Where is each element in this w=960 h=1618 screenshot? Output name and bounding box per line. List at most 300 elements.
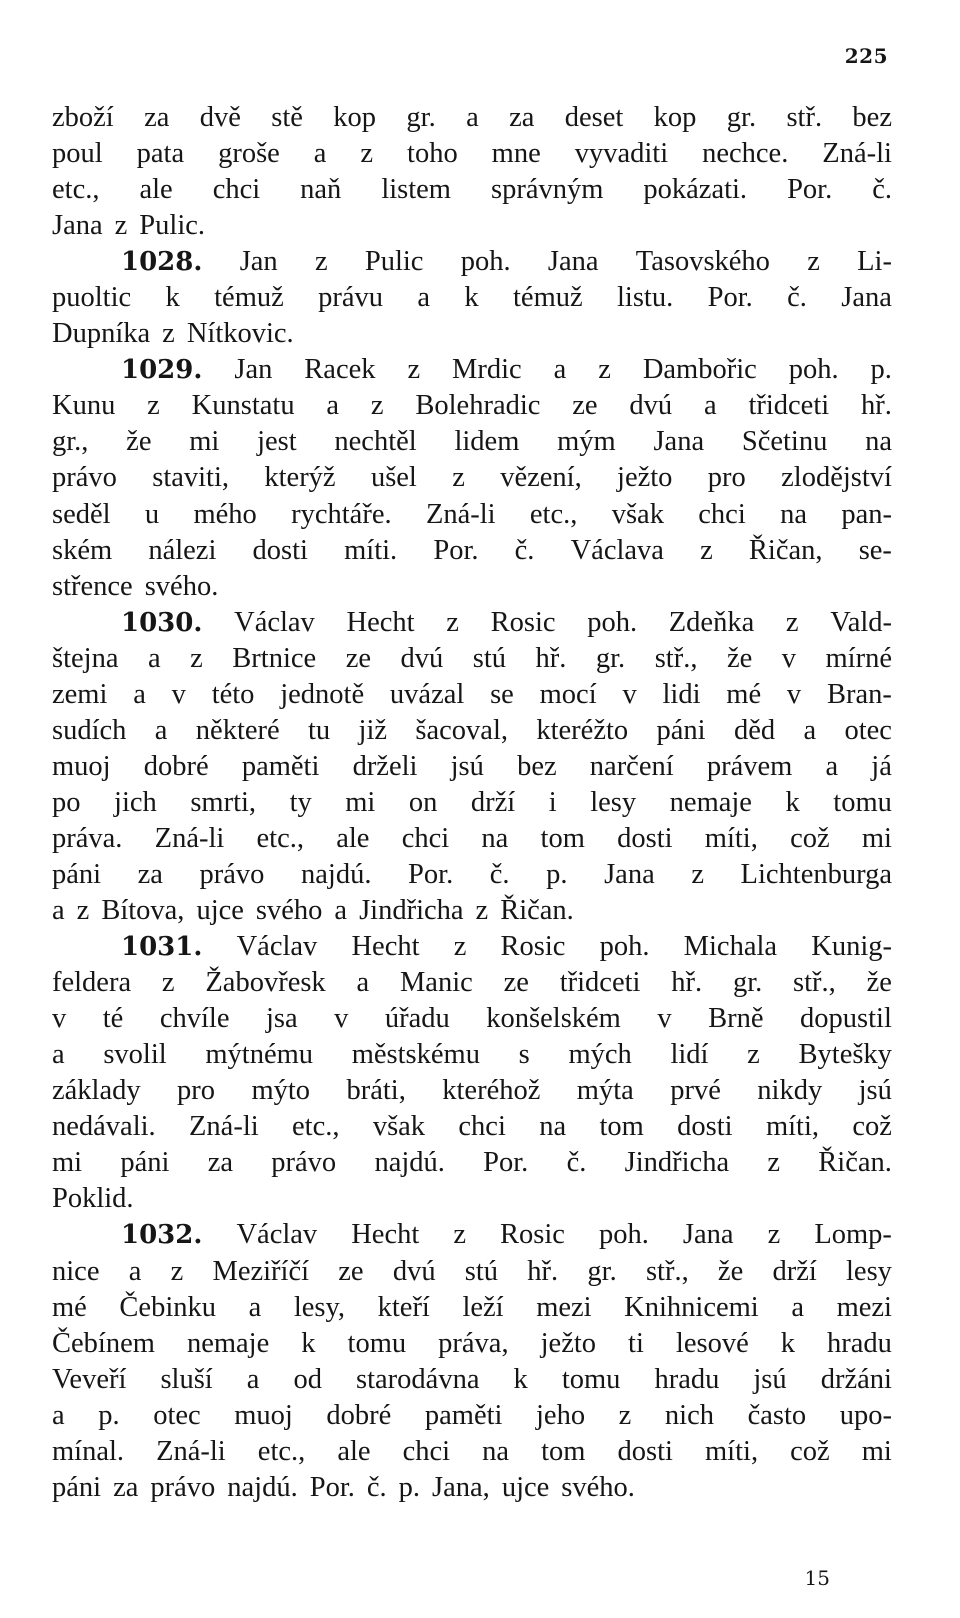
word: Kunig-	[811, 931, 892, 963]
word: témuž	[214, 282, 284, 314]
word: staviti,	[152, 462, 230, 494]
word: z	[453, 931, 467, 963]
word: nedávali.	[52, 1111, 156, 1143]
word: tom	[541, 1435, 586, 1467]
word: Dupníka	[52, 318, 151, 350]
word: pro	[177, 1075, 216, 1107]
word: otec	[153, 1399, 201, 1431]
word: jednotě	[280, 678, 365, 710]
word: děd	[733, 714, 776, 746]
word: naň	[300, 174, 342, 206]
word: ty	[289, 786, 312, 818]
word: mírné	[825, 642, 892, 674]
text-line	[52, 785, 892, 821]
text-line	[52, 533, 892, 569]
word: dosti	[677, 1111, 733, 1143]
word: stř.	[786, 102, 823, 133]
word: lesy	[590, 786, 637, 818]
word: Pulic.	[139, 210, 206, 242]
word: Bran-	[826, 678, 892, 710]
word: chci	[698, 498, 746, 530]
word: bez	[517, 750, 557, 782]
continuation-paragraph	[52, 100, 892, 244]
word: i	[548, 786, 557, 818]
word: on	[408, 786, 438, 818]
word: z	[691, 858, 704, 890]
word: Sčetinu	[741, 426, 828, 458]
word: jeho	[536, 1399, 586, 1431]
word: Por.	[483, 1147, 529, 1179]
word: Kunstatu	[191, 390, 295, 422]
word: konšelském	[486, 1003, 621, 1035]
word: poh.	[460, 246, 511, 278]
text-line	[52, 821, 892, 857]
word: jsú	[450, 750, 484, 782]
word: dopustil	[800, 1003, 892, 1035]
word: drží	[470, 786, 516, 818]
word: míti.	[344, 534, 398, 566]
word: že	[717, 1255, 744, 1287]
word: a	[128, 1255, 142, 1287]
text-line	[52, 316, 892, 352]
word: v	[334, 1003, 349, 1035]
word: Brně	[708, 1003, 764, 1035]
word: Meziříčí	[212, 1255, 310, 1287]
word: z	[452, 462, 465, 494]
word: Jana	[841, 282, 892, 314]
word: na	[780, 498, 807, 530]
word: muoj	[234, 1399, 293, 1431]
word: ale	[337, 1435, 371, 1467]
word: p.	[870, 354, 892, 386]
word: práva,	[438, 1327, 509, 1359]
word: kteří	[377, 1291, 430, 1323]
word: hř.	[671, 967, 703, 999]
word: některé	[195, 714, 280, 746]
page-text	[52, 100, 892, 1506]
word: ježto	[540, 1327, 597, 1359]
text-line	[52, 749, 892, 785]
word: jsú	[858, 1075, 892, 1107]
word: pata	[136, 138, 185, 170]
word: č.	[566, 1147, 587, 1179]
word: Václav	[234, 606, 315, 638]
text-line	[52, 208, 892, 244]
word: právo	[150, 1471, 216, 1503]
word: z	[76, 895, 90, 927]
word: nemaje	[669, 786, 752, 818]
word: Lichtenburga	[740, 858, 892, 890]
word: Zná-li	[189, 1111, 259, 1143]
word: chci	[212, 174, 261, 206]
word: pan-	[841, 498, 892, 530]
word: a	[791, 1291, 804, 1323]
word: mýtnému	[205, 1039, 314, 1071]
word: Mrdic	[452, 354, 522, 386]
word: na	[482, 1435, 510, 1467]
word: v	[171, 678, 186, 710]
word: Jindřicha	[359, 895, 464, 927]
word: paměti	[424, 1399, 503, 1431]
word: právo	[52, 462, 117, 494]
word: jich	[114, 786, 157, 818]
word: dvú	[400, 642, 444, 674]
word: bez	[852, 102, 892, 133]
word: na	[865, 426, 892, 458]
word: Jindřicha	[624, 1147, 730, 1179]
word: otec	[844, 714, 892, 746]
word: k	[780, 1327, 796, 1359]
word: gr.	[595, 642, 626, 674]
word: mínal.	[52, 1435, 125, 1467]
word: třidceti	[748, 390, 830, 422]
word: Žabovřesk	[205, 967, 326, 999]
word: a	[703, 390, 717, 422]
word: ském	[52, 534, 113, 566]
word: Řičan,	[748, 534, 823, 566]
word: Rosic	[500, 931, 566, 963]
word: zboží	[52, 102, 114, 133]
word: Racek	[304, 354, 376, 386]
word: a	[334, 895, 348, 927]
word: Bítova,	[101, 895, 185, 927]
word: lidem	[454, 426, 520, 458]
word: kteréhož	[442, 1075, 541, 1107]
page-number: 225	[844, 44, 888, 68]
word: chci	[458, 1111, 506, 1143]
word: ale	[336, 822, 370, 854]
word: Jana	[604, 858, 655, 890]
word: pro	[707, 462, 746, 494]
word: páni	[120, 1147, 170, 1179]
text-line	[52, 1362, 892, 1398]
word: za	[207, 1147, 234, 1179]
word: stě	[271, 102, 303, 133]
word: poh.	[599, 931, 650, 963]
word: mezi	[536, 1291, 592, 1323]
word: jsú	[753, 1363, 787, 1395]
text-line	[52, 1470, 892, 1506]
word: v	[781, 642, 796, 674]
text-line	[52, 388, 892, 424]
word: míti,	[705, 1435, 759, 1467]
word: že	[126, 426, 152, 458]
word: nich	[664, 1399, 714, 1431]
word: Jana	[653, 426, 705, 458]
word: z	[147, 390, 160, 422]
text-line	[52, 1181, 892, 1217]
word: Václav	[236, 1219, 318, 1251]
word: muoj	[52, 750, 111, 782]
word: starodávna	[356, 1363, 480, 1395]
word: z	[785, 606, 799, 638]
word: Michala	[683, 931, 778, 963]
text-line	[52, 1145, 892, 1181]
word: u	[144, 498, 160, 530]
word: chci	[401, 822, 450, 854]
word: šacoval,	[415, 714, 508, 746]
word: poh.	[587, 606, 638, 638]
word: páni	[52, 858, 102, 890]
word: nálezi	[148, 534, 217, 566]
word: Rosic	[500, 1219, 565, 1251]
word: po	[52, 786, 81, 818]
word: ze	[572, 390, 598, 422]
word: třidceti	[559, 967, 641, 999]
word: puoltic	[52, 282, 132, 314]
word: prvé	[670, 1075, 721, 1107]
word: Jan	[234, 354, 273, 386]
word: a	[246, 1363, 260, 1395]
text-line	[52, 1073, 892, 1109]
word: smrti,	[190, 786, 257, 818]
word: však	[611, 498, 664, 530]
word: nikdy	[757, 1075, 823, 1107]
word: z	[114, 210, 128, 242]
word: dvě	[199, 102, 241, 133]
word: tu	[308, 714, 331, 746]
word: což	[790, 822, 830, 854]
word: č.	[489, 858, 510, 890]
word: leží	[462, 1291, 504, 1323]
word: hradu	[827, 1327, 892, 1359]
word: zemi	[52, 678, 108, 710]
word: já	[871, 750, 892, 782]
word: mi	[52, 1147, 83, 1179]
word: ze	[338, 1255, 364, 1287]
signature-mark: 15	[804, 1566, 830, 1590]
word: gr.	[587, 1255, 617, 1287]
word: páni	[656, 714, 706, 746]
word: správným	[490, 174, 604, 206]
word: z	[360, 138, 374, 170]
word: z	[767, 1147, 781, 1179]
word: mé	[52, 1291, 87, 1323]
word: svého.	[561, 1471, 635, 1503]
word: jest	[257, 426, 297, 458]
word: nechce.	[702, 138, 789, 170]
word: za	[113, 1471, 139, 1503]
word: vězení,	[500, 462, 582, 494]
word: městskému	[351, 1039, 480, 1071]
word: mi	[861, 1435, 892, 1467]
word: listu.	[617, 282, 674, 314]
text-line	[52, 497, 892, 533]
word: ujce	[501, 1471, 550, 1503]
word: základy	[52, 1075, 141, 1107]
word: Nítkovic.	[186, 318, 294, 350]
word: této	[211, 678, 255, 710]
word: Václav	[236, 931, 318, 963]
word: míti,	[704, 822, 758, 854]
word: kop	[653, 102, 697, 133]
word: Hecht	[351, 1219, 420, 1251]
word: té	[102, 1003, 124, 1035]
word: lesové	[675, 1327, 749, 1359]
word: však	[372, 1111, 426, 1143]
word: Manic	[399, 967, 473, 999]
word: etc.,	[257, 1435, 306, 1467]
text-line	[52, 136, 892, 172]
word: Kunu	[52, 390, 116, 422]
text-line	[52, 677, 892, 713]
word: a	[248, 1291, 262, 1323]
word: Řičan.	[500, 895, 574, 927]
word: právo	[199, 858, 265, 890]
word: nemaje	[186, 1327, 270, 1359]
text-line	[52, 713, 892, 749]
word: Brtnice	[232, 642, 317, 674]
word: svého.	[144, 570, 219, 602]
word: poh.	[788, 354, 839, 386]
word: k	[785, 786, 800, 818]
word: gr.,	[52, 426, 89, 458]
word: toho	[407, 138, 458, 170]
entry-number: 1032.	[121, 1220, 203, 1251]
word: Por.	[433, 534, 479, 566]
word: vyvaditi	[574, 138, 669, 170]
word: že	[866, 967, 892, 999]
word: chvíle	[159, 1003, 230, 1035]
word: svolil	[103, 1039, 167, 1071]
word: uvázal	[389, 678, 465, 710]
word: Knihnicemi	[624, 1291, 759, 1323]
word: gr.	[406, 102, 436, 133]
word: Por.	[707, 282, 753, 314]
word: Hecht	[351, 931, 420, 963]
text-line	[52, 280, 892, 316]
word: na	[481, 822, 509, 854]
word: stú	[464, 1255, 499, 1287]
word: hř.	[527, 1255, 559, 1287]
word: Čebínem	[52, 1327, 155, 1359]
word: č.	[366, 1471, 387, 1503]
word: často	[747, 1399, 807, 1431]
word: z	[446, 606, 459, 638]
word: a	[52, 1399, 65, 1431]
word: že	[726, 642, 753, 674]
word: paměti	[241, 750, 320, 782]
word: Řičan.	[818, 1147, 892, 1179]
word: Zná-li	[154, 822, 225, 854]
word: Zná-li	[822, 138, 892, 170]
word: mezi	[836, 1291, 892, 1323]
word: z	[807, 246, 820, 278]
word: z	[170, 1255, 184, 1287]
word: č.	[514, 534, 535, 566]
word: na	[539, 1111, 567, 1143]
word: mne	[491, 138, 541, 170]
word: v	[52, 1003, 67, 1035]
word: a	[466, 102, 479, 133]
entry-number: 1031.	[121, 932, 203, 963]
word: lidí	[670, 1039, 709, 1071]
word: listem	[381, 174, 451, 206]
word: jsa	[265, 1003, 298, 1035]
word: což	[790, 1435, 830, 1467]
word: z	[190, 642, 203, 674]
word: v	[657, 1003, 672, 1035]
word: drží	[772, 1255, 817, 1287]
word: lidi	[662, 678, 701, 710]
word: k	[165, 282, 180, 314]
word: Čebinku	[119, 1291, 216, 1323]
word: práva.	[52, 822, 123, 854]
text-line	[52, 424, 892, 460]
word: mých	[568, 1039, 632, 1071]
word: hř.	[535, 642, 567, 674]
word: sluší	[160, 1363, 213, 1395]
word: k	[301, 1327, 316, 1359]
word: a	[154, 714, 168, 746]
word: a	[133, 678, 146, 710]
word: držáni	[820, 1363, 892, 1395]
text-line	[52, 1326, 892, 1362]
word: úřadu	[384, 1003, 450, 1035]
word: z	[598, 354, 611, 386]
word: z	[767, 1219, 781, 1251]
word: a	[825, 750, 839, 782]
word: a	[356, 967, 370, 999]
word: stř.,	[793, 967, 836, 999]
word: zlodějství	[781, 462, 892, 494]
word: mým	[557, 426, 616, 458]
word: Jana	[682, 1219, 734, 1251]
word: kterýž	[264, 462, 336, 494]
word: a	[52, 895, 65, 927]
text-line	[52, 1434, 892, 1470]
word: a	[313, 138, 327, 170]
word: kop	[333, 102, 377, 133]
word: Václava	[570, 534, 664, 566]
entry-paragraph	[52, 1217, 892, 1505]
word: drželi	[352, 750, 418, 782]
word: Poklid.	[52, 1183, 134, 1215]
word: mi	[345, 786, 376, 818]
word: mi	[189, 426, 220, 458]
word: narčení	[589, 750, 674, 782]
word: dobré	[143, 750, 209, 782]
word: tomu	[347, 1327, 407, 1359]
word: sudích	[52, 714, 127, 746]
word: z	[747, 1039, 760, 1071]
word: v	[622, 678, 637, 710]
text-line	[52, 1254, 892, 1290]
word: tomu	[833, 786, 892, 818]
text-line	[52, 1398, 892, 1434]
word: a	[52, 1039, 65, 1071]
word: z	[407, 354, 421, 386]
word: hradu	[654, 1363, 720, 1395]
text-line	[52, 857, 892, 893]
word: dvú	[392, 1255, 436, 1287]
word: a	[326, 390, 340, 422]
word: Bytešky	[798, 1039, 892, 1071]
word: z	[618, 1399, 632, 1431]
word: Jana,	[432, 1471, 490, 1503]
word: najdú.	[374, 1147, 445, 1179]
word: Veveří	[52, 1363, 127, 1395]
word: upo-	[839, 1399, 892, 1431]
word: pokázati.	[643, 174, 748, 206]
word: seděl	[52, 498, 111, 530]
word: od	[293, 1363, 322, 1395]
word: Tasovského	[635, 246, 770, 278]
word: poul	[52, 138, 103, 170]
word: Lomp-	[814, 1219, 892, 1251]
word: střence	[52, 570, 133, 602]
word: právu	[318, 282, 384, 314]
